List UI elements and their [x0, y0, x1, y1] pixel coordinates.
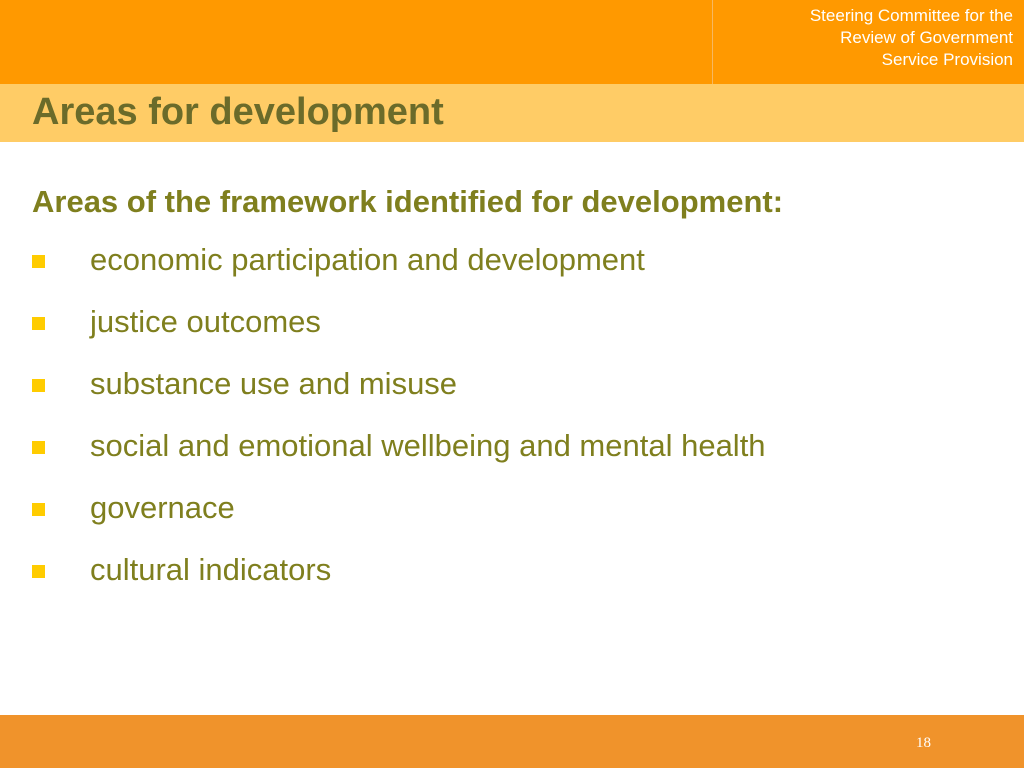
bullet-item — [32, 424, 1012, 486]
bullet-item — [32, 548, 1012, 610]
organization-name: Steering Committee for the Review of Government Service Provision — [809, 6, 1013, 69]
bullet-label: governace — [90, 490, 235, 525]
footer-bar — [0, 715, 1024, 768]
square-bullet-icon — [32, 255, 45, 268]
bullet-list — [32, 238, 1012, 610]
bullet-label: cultural indicators — [90, 552, 332, 587]
lead-text: Areas of the framework identified for development: — [32, 184, 784, 219]
bullet-item — [32, 238, 1012, 300]
header-divider — [712, 0, 713, 84]
bullet-label: economic participation and development — [90, 242, 645, 277]
bullet-label: substance use and misuse — [90, 366, 458, 401]
square-bullet-icon — [32, 379, 45, 392]
bullet-label: justice outcomes — [90, 304, 321, 339]
bullet-item — [32, 486, 1012, 548]
bullet-item — [32, 362, 1012, 424]
bullet-item — [32, 300, 1012, 362]
bullet-label: social and emotional wellbeing and mental health — [90, 428, 766, 463]
slide-title: Areas for development — [32, 91, 444, 133]
page-number: 18 — [916, 735, 931, 751]
square-bullet-icon — [32, 503, 45, 516]
square-bullet-icon — [32, 565, 45, 578]
slide-content — [32, 180, 1012, 610]
square-bullet-icon — [32, 317, 45, 330]
square-bullet-icon — [32, 441, 45, 454]
